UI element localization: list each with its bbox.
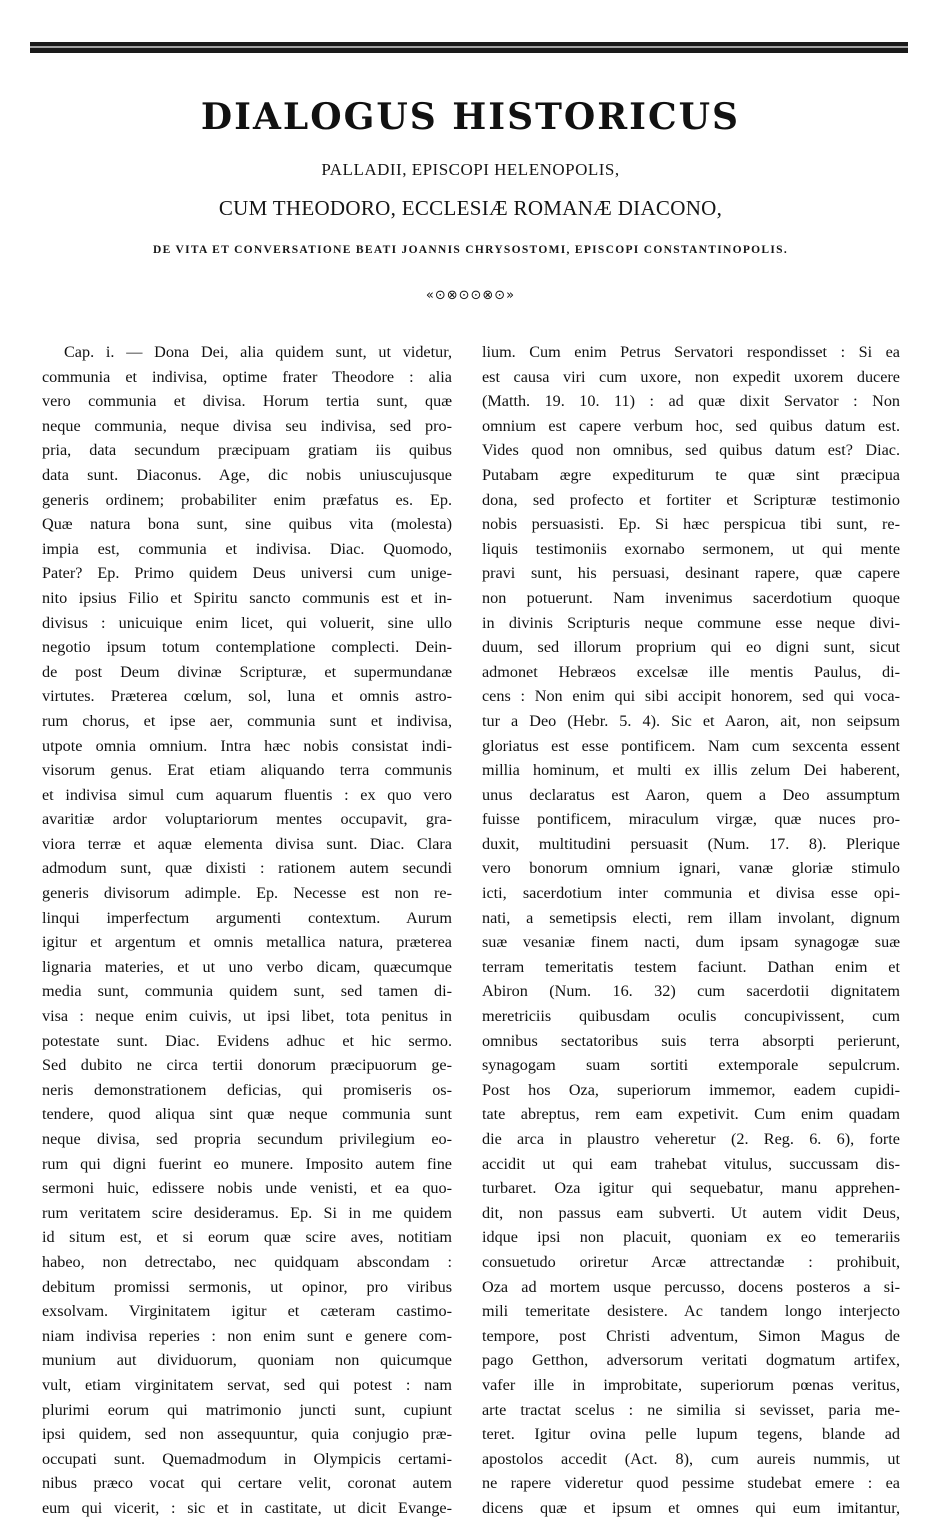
text-line: ipsi quidem, sed non assequuntur, quia conjugio præ- — [42, 1425, 452, 1444]
text-line: rum qui digni fuerint eo munere. Imposito autem fine — [42, 1154, 452, 1173]
text-column-left — [42, 340, 452, 1521]
text-line: tendere, quod aliqua sint quæ neque communia sunt — [42, 1105, 452, 1124]
text-line: suæ vesaniæ finem nacti, dum ipsam synagogæ suæ — [482, 933, 900, 952]
text-line: id situm est, et si eorum quæ scire aves, notitiam — [42, 1228, 452, 1247]
text-line: plurimi eorum qui matrimonio juncti sunt, cupiunt — [42, 1400, 452, 1419]
text-line: generis ordinem; probabiliter enim præfatus es. Ep. — [42, 490, 452, 509]
text-line: exsolvam. Virginitatem igitur et cæteram castimo- — [42, 1302, 452, 1321]
text-line: in divinis Scripturis neque commune esse neque divi- — [482, 613, 900, 632]
text-line: nibus præco vocat qui certare velit, coronat autem — [42, 1474, 452, 1493]
text-line: Vides quod non omnibus, sed quibus datum est? Diac. — [482, 441, 900, 460]
text-line: vero communia et divisa. Horum tertia sunt, quæ — [42, 392, 452, 411]
text-line: utpote omnia omnium. Intra hæc nobis consistat indi- — [42, 736, 452, 755]
text-line: igitur et argentum et omnis metallica natura, præterea — [42, 933, 452, 952]
text-line: consuetudo oriretur Arcæ attrectandæ : prohibuit, — [482, 1252, 900, 1271]
text-line: est causa viri cum uxore, non expedit uxorem ducere — [482, 367, 900, 386]
text-line: die arca in plaustro veheretur (2. Reg. 6. 6), forte — [482, 1130, 900, 1148]
text-line: Quæ natura bona sunt, sine quibus vita (molesta) — [42, 515, 452, 534]
text-line: communia et indivisa, optime frater Theodore : alia — [42, 367, 452, 386]
text-column-right — [482, 340, 900, 1521]
text-line: dona, sed profecto et fortiter et Scripturæ testimonio — [482, 490, 900, 509]
text-line: Cap. i. — Dona Dei, alia quidem sunt, ut videtur, — [64, 343, 452, 361]
text-line: rum veritatem scire desideramus. Ep. Si in me quidem — [42, 1203, 452, 1222]
text-line: visorum genus. Erat etiam aliquando terra communis — [42, 761, 452, 780]
text-line: apostolos accedit (Act. 8), cum aureis nummis, ut — [482, 1449, 900, 1468]
text-line: idque ipsi non placuit, quoniam ex eo temerariis — [482, 1228, 900, 1247]
text-line: dit, non passus eam subverti. Ut autem vidit Deus, — [482, 1203, 900, 1222]
text-line: occupati sunt. Quemadmodum in Olympicis certami- — [42, 1449, 452, 1468]
text-line: meretriciis quibusdam oculis concupivissent, cum — [482, 1007, 900, 1026]
text-line: pravi sunt, his persuasi, desinant rapere, quæ capere — [482, 564, 900, 583]
text-line: data sunt. Diaconus. Age, dic nobis uniuscujusque — [42, 465, 452, 484]
text-line: dicens quæ et ipsum et omnes qui eum imitantur, — [482, 1498, 900, 1517]
subtitle-interlocutor: CUM THEODORO, ECCLESIÆ ROMANÆ DIACONO, — [218, 196, 723, 220]
text-line: liquis testimoniis exornabo sermonem, ut qui mente — [482, 539, 900, 558]
text-line: tate abreptus, rem eam expetivit. Cum enim quadam — [482, 1105, 900, 1124]
text-line: Pater? Ep. Primo quidem Deus universi cum unige- — [42, 564, 452, 583]
text-line: linqui imperfectum argumenti contextum. Aurum — [42, 908, 452, 927]
text-line: cens : Non enim qui sibi accipit honorem, sed qui voca- — [482, 687, 900, 706]
text-line: neque communia, neque divisa seu indivisa, sed pro- — [42, 416, 452, 435]
text-line: tur a Deo (Hebr. 5. 4). Sic et Aaron, ait, non seipsum — [482, 711, 900, 730]
text-line: duum, sed illorum proprium qui eo digni sunt, sicut — [482, 638, 900, 657]
text-line: nobis persuasisti. Ep. Si hæc perspicua tibi sunt, re- — [482, 515, 900, 534]
text-line: virtutes. Præterea cœlum, sol, luna et omnis astro- — [42, 687, 452, 706]
text-line: nati, a semetipsis electi, rem illam involant, dignum — [482, 908, 900, 927]
text-line: impia est, communia et indivisa. Diac. Quomodo, — [42, 539, 452, 558]
text-line: sermoni huic, edissere nobis unde venisti, et ea quo- — [42, 1179, 452, 1198]
text-line: mili temeritate desistere. Ac tandem longo interjecto — [482, 1302, 900, 1321]
text-line: ne rapere videretur quod pessime studebat emere : ea — [482, 1474, 900, 1493]
text-line: generis divisorum adimple. Ep. Necesse est non re- — [42, 884, 452, 903]
text-line: unus declaratus est Aaron, quem a Deo assumptum — [482, 785, 900, 804]
text-line: duxit, multitudini persuasit (Num. 17. 8). Plerique — [482, 834, 900, 853]
text-line: de post Deum divinæ Scripturæ, et supermundanæ — [42, 662, 452, 681]
text-line: Putabam ægre expediturum te quæ sint præcipua — [482, 465, 900, 484]
text-line: lignaria materies, et ut uno verbo dicam, quæcumque — [42, 957, 452, 976]
text-line: debitum promissi sermonis, ut opinor, pro viribus — [42, 1277, 452, 1296]
text-line: terram temeritatis testem faciunt. Dathan enim et — [482, 957, 900, 976]
text-line: teret. Igitur ovina pelle lupum tegens, blande ad — [482, 1425, 900, 1444]
subtitle-subject: DE VITA ET CONVERSATIONE BEATI JOANNIS CHRYSOSTOMI, EPISCOPI CONSTANTINOPOLIS. — [152, 244, 788, 256]
text-line: neque divisa, sed propria secundum privilegium eo- — [42, 1130, 452, 1148]
text-line: icti, sacerdotium inter communia et divisa esse opi- — [482, 884, 900, 903]
text-line: viora terræ et aquæ elementa divisa sunt. Diac. Clara — [42, 834, 452, 853]
text-line: vult, etiam virginitatem servat, sed qui potest : nam — [42, 1375, 452, 1394]
text-line: et indivisa simul cum aquarum fluentis : ex quo vero — [42, 785, 452, 804]
text-line: rum chorus, et ipse aer, communia sunt et indivisa, — [42, 711, 452, 730]
text-line: vafer ille in improbitate, superiorum pœnas veritus, — [482, 1375, 900, 1394]
text-line: divisus : unicuique enim licet, qui voluerit, sine ullo — [42, 613, 452, 632]
text-line: omnibus sectatoribus suis terra absorpti perierunt, — [482, 1031, 900, 1050]
text-line: millia hominum, et multi ex illis zelum Dei haberent, — [482, 761, 900, 780]
subtitle-author: PALLADII, EPISCOPI HELENOPOLIS, — [321, 160, 620, 179]
text-line: admonet Hebræos excelsæ ille mentis Paulus, di- — [482, 662, 900, 681]
text-line: pria, data secundum præcipuam gratiam iis quibus — [42, 441, 452, 460]
text-line: habeo, non detrectabo, nec quidquam abscondam : — [42, 1252, 452, 1271]
text-line: lium. Cum enim Petrus Servatori respondisset : Si ea — [482, 343, 900, 361]
text-line: negotio ipsum totum contemplatione complecti. Dein- — [42, 638, 452, 657]
text-line: Post hos Oza, superiorum immemor, eadem cupidi- — [482, 1080, 900, 1099]
text-line: pago Getthon, adversorum veritati dogmatum artifex, — [482, 1351, 900, 1370]
text-line: accidit ut qui eam trahebat vitulus, succussam dis- — [482, 1154, 900, 1173]
text-line: niam indivisa reperies : non enim sunt e genere com- — [42, 1326, 452, 1345]
text-line: gloriatus est esse pontificem. Nam cum sexcenta essent — [482, 736, 900, 755]
text-line: arte tractat scelus : ne similia si sevisset, paria me- — [482, 1400, 900, 1419]
text-line: synagogam suam sortiti extemporale sepulcrum. — [482, 1056, 900, 1075]
text-line: omnium est capere verbum hoc, sed quibus datum est. — [482, 416, 900, 435]
ornament-divider: «⊙⊗⊙⊙⊗⊙» — [425, 288, 516, 303]
text-line: visa : neque enim cuivis, ut ipsi libet, tota penitus in — [42, 1007, 452, 1026]
text-line: admodum sunt, quæ dixisti : rationem autem secundi — [42, 859, 452, 878]
top-rule — [30, 42, 908, 53]
text-line: neris demonstrationem deficias, qui promiseris os- — [42, 1080, 452, 1099]
text-line: Abiron (Num. 16. 32) cum sacerdotii dignitatem — [482, 982, 900, 1001]
text-line: media sunt, communia quidem sunt, sed tamen di- — [42, 982, 452, 1001]
text-line: (Matth. 19. 10. 11) : ad quæ dixit Servator : Non — [482, 392, 900, 411]
text-line: Oza ad mortem usque percusso, docens posteros a si- — [482, 1277, 900, 1296]
text-line: Sed dubito ne circa tertii donorum præcipuorum ge- — [42, 1056, 452, 1075]
text-line: non potuerunt. Nam invenimus sacerdotium quoque — [482, 588, 900, 607]
text-line: nito ipsius Filio et Spiritu sancto communis est et in- — [42, 588, 452, 607]
text-line: munium aut dividuorum, quoniam non quicumque — [42, 1351, 452, 1370]
text-line: fuisse pontificem, miraculum virgæ, quæ nuces pro- — [482, 810, 900, 829]
text-line: vero bonorum omnium ignari, vanæ gloriæ stimulo — [482, 859, 900, 878]
text-line: tempore, post Christi adventum, Simon Magus de — [482, 1326, 900, 1345]
text-line: eum qui vicerit, : sic et in castitate, ut dicit Evange- — [42, 1498, 452, 1517]
page-title: DIALOGUS HISTORICUS — [200, 96, 741, 138]
text-line: potestate sunt. Diac. Evidens adhuc et hic sermo. — [42, 1031, 452, 1050]
text-line: turbaret. Oza igitur qui sequebatur, manu apprehen- — [482, 1179, 900, 1198]
text-line: avaritiæ ardor voluptariorum mentes occupavit, gra- — [42, 810, 452, 829]
